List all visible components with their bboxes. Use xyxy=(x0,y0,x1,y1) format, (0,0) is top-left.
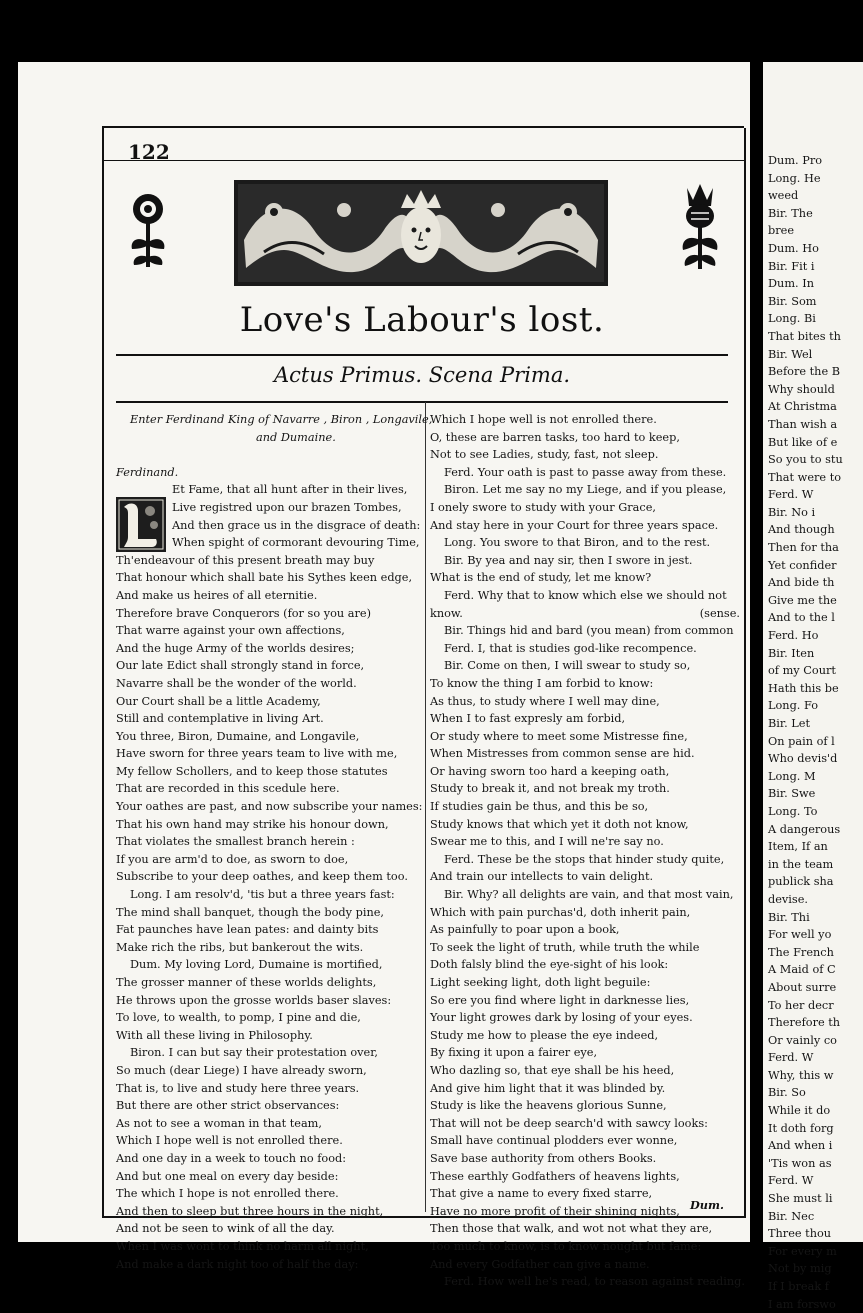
right-page-line: While it do xyxy=(768,1104,831,1118)
text-line: With all these living in Philosophy. xyxy=(116,1028,313,1042)
text-line: So ere you find where light in darknesse lies, xyxy=(430,993,690,1007)
right-page-line: Long. Fo xyxy=(768,699,819,713)
right-page-line: A dangerous xyxy=(768,822,841,836)
woodcut-headpiece-icon xyxy=(234,180,608,286)
text-line: And not be seen to wink of all the day. xyxy=(116,1222,335,1236)
text-line: Which I hope well is not enrolled there. xyxy=(430,413,657,426)
right-page-line: Give me the xyxy=(768,593,837,607)
right-page-line: publick sha xyxy=(768,875,834,889)
text-line: And train our intellects to vain delight. xyxy=(430,870,654,884)
text-line: Et Fame, that all hunt after in their lives, xyxy=(172,483,408,497)
text-line: And then grace us in the disgrace of death: xyxy=(172,518,421,532)
text-line: And every Godfather can give a name. xyxy=(430,1257,650,1271)
text-column-left xyxy=(116,411,433,1273)
right-page-line: And to the l xyxy=(768,611,835,625)
text-line: By fixing it upon a fairer eye, xyxy=(430,1046,598,1060)
text-line: If studies gain be thus, and this be so, xyxy=(430,800,649,814)
right-page-line: Who devis'd xyxy=(768,752,838,766)
text-line: and Dumaine. xyxy=(256,430,336,444)
right-page-line: Or vainly co xyxy=(768,1033,837,1047)
text-line: Navarre shall be the wonder of the world. xyxy=(116,676,357,690)
right-page-line: Three thou xyxy=(768,1227,832,1241)
text-line: As painfully to poar upon a book, xyxy=(430,923,620,937)
right-page-line: Ferd. W xyxy=(768,1174,814,1188)
text-line xyxy=(116,446,421,464)
text-line: As thus, to study where I well may dine, xyxy=(430,694,660,708)
right-page-line: Then for tha xyxy=(768,541,839,555)
text-line: That warre against your own affections, xyxy=(116,624,345,638)
right-page-line: So you to stu xyxy=(768,453,843,467)
right-page-line: Not by mig xyxy=(768,1262,832,1276)
right-page-line: Bir. Fit i xyxy=(768,259,815,273)
right-page-line: And when i xyxy=(768,1139,833,1153)
right-page-line: weed xyxy=(768,189,799,203)
text-line: My fellow Schollers, and to keep those statutes xyxy=(116,764,388,778)
text-line: Not to see Ladies, study, fast, not sleep. xyxy=(430,448,659,462)
text-line: The grosser manner of these worlds delights, xyxy=(116,976,377,989)
right-page-line: And bide th xyxy=(768,576,835,590)
header-rule xyxy=(102,160,744,161)
text-line: Ferdinand. xyxy=(116,465,179,479)
right-page-line: She must li xyxy=(768,1192,833,1206)
text-line: I onely swore to study with your Grace, xyxy=(430,500,656,514)
text-line: Which with pain purchas'd, doth inherit pain, xyxy=(430,905,691,919)
text-line: To seek the light of truth, while truth the while xyxy=(430,940,700,954)
right-page-line: in the team xyxy=(768,857,834,871)
text-line: Study is like the heavens glorious Sunne, xyxy=(430,1099,667,1113)
text-line: Have sworn for three years team to live with me, xyxy=(116,747,398,761)
text-line: And give him light that it was blinded by. xyxy=(430,1081,666,1095)
text-line: When spight of cormorant devouring Time, xyxy=(172,536,420,550)
right-page-line: At Christma xyxy=(768,400,837,414)
right-page-line: 'Tis won as xyxy=(768,1156,832,1170)
text-line: And then to sleep but three hours in the night, xyxy=(116,1204,384,1218)
right-page-line: Than wish a xyxy=(768,417,838,431)
text-line: Subscribe to your deep oathes, and keep them too. xyxy=(116,870,408,884)
text-line: When I was wont to think no harm all night, xyxy=(116,1239,369,1253)
right-page-line: Long. Bi xyxy=(768,312,816,326)
text-line: To love, to wealth, to pomp, I pine and die, xyxy=(116,1011,361,1025)
text-line: Enter Ferdinand King of Navarre , Biron , Longavile, xyxy=(130,413,433,426)
right-page-line: If I break f xyxy=(768,1280,829,1293)
column-divider xyxy=(425,402,426,1212)
right-page-line: Bir. So xyxy=(768,1086,806,1100)
right-page-line: About surre xyxy=(768,980,837,994)
right-page-line: Why, this w xyxy=(768,1068,834,1082)
text-line: He throws upon the grosse worlds baser slaves: xyxy=(116,993,392,1007)
right-page-line: Hath this be xyxy=(768,681,839,695)
text-line xyxy=(430,605,740,623)
right-page-line: That were to xyxy=(768,470,842,484)
text-line: To know the thing I am forbid to know: xyxy=(430,676,654,690)
right-page-line: But like of e xyxy=(768,435,838,449)
right-page-line: Ferd. Ho xyxy=(768,629,819,643)
text-line: And make us heires of all eternitie. xyxy=(116,588,318,602)
right-page-line: And though xyxy=(768,523,835,537)
text-line: That is, to live and study here three years. xyxy=(116,1081,360,1095)
text-line: That honour which shall bate his Sythes keen edge, xyxy=(116,571,413,585)
right-page-line: That bites th xyxy=(768,329,841,343)
text-line: And one day in a week to touch no food: xyxy=(116,1151,347,1165)
text-line: Your oathes are past, and now subscribe your names: xyxy=(116,800,423,814)
right-page-line: Dum. Ho xyxy=(768,241,819,255)
text-line: Bir. Why? all delights are vain, and that most vain, xyxy=(444,888,734,902)
right-page-line: Long. M xyxy=(768,769,816,783)
text-line: Bir. Things hid and bard (you mean) from common xyxy=(444,624,734,638)
text-line: When I to fast expresly am forbid, xyxy=(430,712,626,726)
right-page-line: Bir. Swe xyxy=(768,787,816,801)
text-line: And but one meal on every day beside: xyxy=(116,1169,339,1183)
text-line: Ferd. How well he's read, to reason against reading. xyxy=(444,1275,745,1289)
right-page-line: For every m xyxy=(768,1244,837,1258)
text-column-right xyxy=(430,411,745,1291)
text-line: Light seeking light, doth light beguile: xyxy=(430,976,651,989)
text-line: Fat paunches have lean pates: and dainty bits xyxy=(116,923,379,937)
text-line: These earthly Godfathers of heavens lights, xyxy=(430,1169,680,1183)
text-line: Who dazling so, that eye shall be his heed, xyxy=(430,1063,675,1077)
right-page-text xyxy=(763,152,843,1313)
text-line: Long. You swore to that Biron, and to the rest. xyxy=(444,536,711,550)
text-line: Our late Edict shall strongly stand in force, xyxy=(116,659,365,673)
page-number: 122 xyxy=(128,140,170,164)
text-line: If you are arm'd to doe, as sworn to doe, xyxy=(116,852,349,866)
right-page-line: Yet confider xyxy=(768,558,837,572)
text-line: Biron. Let me say no my Liege, and if you please, xyxy=(444,483,727,497)
text-line: Ferd. I, that is studies god-like recompence. xyxy=(444,641,697,655)
right-page-line: I am forswo xyxy=(768,1297,836,1311)
play-title: Love's Labour's lost. xyxy=(239,300,605,340)
text-line: That violates the smallest branch herein : xyxy=(116,835,355,849)
right-page-line: Dum. In xyxy=(768,277,814,291)
text-line: That his own hand may strike his honour down, xyxy=(116,817,389,831)
text-line: Live registred upon our brazen Tombes, xyxy=(172,500,402,514)
text-line: You three, Biron, Dumaine, and Longavile, xyxy=(116,729,360,743)
right-page-line: Item, If an xyxy=(768,840,828,854)
text-line: That give a name to every fixed starre, xyxy=(430,1187,653,1201)
text-line: What is the end of study, let me know? xyxy=(430,571,652,585)
right-page-line: A Maid of C xyxy=(768,963,836,977)
right-page-line: Bir. Let xyxy=(768,717,810,730)
text-line: The which I hope is not enrolled there. xyxy=(116,1187,339,1201)
right-page-line: devise. xyxy=(768,892,808,906)
text-line: Still and contemplative in living Art. xyxy=(116,712,324,726)
right-page-line: Bir. Som xyxy=(768,294,817,308)
right-page-line: bree xyxy=(768,224,795,238)
right-page-line: Bir. Thi xyxy=(768,910,810,924)
text-line: Doth falsly blind the eye-sight of his look: xyxy=(430,958,669,972)
text-line: Study to break it, and not break my troth. xyxy=(430,782,670,796)
right-page-line: The French xyxy=(768,945,834,959)
right-page-line: Bir. Iten xyxy=(768,646,815,660)
text-line: Dum. My loving Lord, Dumaine is mortified, xyxy=(130,958,383,972)
text-line: When Mistresses from common sense are hid. xyxy=(430,747,695,761)
text-line: That will not be deep search'd with sawcy looks: xyxy=(430,1116,708,1130)
text-line: Th'endeavour of this present breath may buy xyxy=(116,553,375,567)
top-rule xyxy=(102,126,744,128)
right-page-line: On pain of l xyxy=(768,734,835,748)
book-page-right-partial xyxy=(763,62,863,1311)
text-line: Bir. Come on then, I will swear to study so, xyxy=(444,659,691,673)
right-page-line: Why should xyxy=(768,382,835,396)
text-line: Ferd. Why that to know which else we should not xyxy=(444,588,727,602)
text-line: Then those that walk, and wot not what they are, xyxy=(430,1222,713,1236)
right-page-line: Dum. Pro xyxy=(768,154,823,167)
text-line: Bir. By yea and nay sir, then I swore in jest. xyxy=(444,553,693,567)
text-line: Long. I am resolv'd, 'tis but a three years fast: xyxy=(130,888,395,902)
text-line: O, these are barren tasks, too hard to keep, xyxy=(430,430,680,444)
right-page-line: Ferd. W xyxy=(768,488,814,502)
text-line: So much (dear Liege) I have already sworn, xyxy=(116,1063,367,1077)
right-page-line: Bir. No i xyxy=(768,505,816,519)
right-page-line: Ferd. W xyxy=(768,1051,814,1065)
text-line: Make rich the ribs, but bankerout the wits. xyxy=(116,940,364,954)
right-page-line: Therefore th xyxy=(768,1016,841,1030)
text-line: Or study where to meet some Mistresse fine, xyxy=(430,729,688,743)
text-line: Study knows that which yet it doth not know, xyxy=(430,817,689,831)
text-line: That are recorded in this scedule here. xyxy=(116,782,340,796)
right-page-line: For well yo xyxy=(768,928,832,942)
text-line-left: know. xyxy=(430,606,463,620)
text-line: As not to see a woman in that team, xyxy=(116,1116,322,1130)
text-line: Study me how to please the eye indeed, xyxy=(430,1028,659,1042)
text-line: Your light growes dark by losing of your eyes. xyxy=(430,1011,693,1025)
text-line: The mind shall banquet, though the body pine, xyxy=(116,905,385,919)
text-line: And the huge Army of the worlds desires; xyxy=(116,641,355,655)
right-page-line: Bir. Nec xyxy=(768,1209,815,1223)
text-line: And make a dark night too of half the day: xyxy=(116,1257,359,1271)
right-page-line: Long. To xyxy=(768,804,818,818)
text-line: Swear me to this, and I will ne're say no. xyxy=(430,835,664,849)
text-line: And stay here in your Court for three years space. xyxy=(430,518,719,532)
text-line: Ferd. These be the stops that hinder study quite, xyxy=(444,852,725,866)
thistle-ornament-icon xyxy=(679,180,721,275)
text-line: Or having sworn too hard a keeping oath, xyxy=(430,764,670,778)
right-page-line: It doth forg xyxy=(768,1121,834,1135)
right-page-line: Before the B xyxy=(768,365,841,379)
text-line: Small have continual plodders ever wonne, xyxy=(430,1134,678,1148)
right-page-line: To her decr xyxy=(768,998,834,1012)
text-line: But there are other strict observances: xyxy=(116,1099,340,1113)
right-page-line: of my Court xyxy=(768,664,836,678)
text-line: Too much to know, is to know nought but fame: xyxy=(430,1239,702,1253)
catchword: Dum. xyxy=(690,1198,724,1212)
text-line: Save base authority from others Books. xyxy=(430,1151,657,1165)
text-line: Have no more profit of their shining nights, xyxy=(430,1204,680,1218)
rose-ornament-icon xyxy=(128,187,168,277)
act-scene-heading: Actus Primus. Scena Prima. xyxy=(273,363,571,387)
text-line: Which I hope well is not enrolled there. xyxy=(116,1134,343,1148)
text-line-right: (sense. xyxy=(699,606,740,620)
text-line: Our Court shall be a little Academy, xyxy=(116,694,321,708)
title-rule xyxy=(116,354,728,356)
right-page-line: Bir. Wel xyxy=(768,347,813,361)
text-line: Therefore brave Conquerors (for so you are) xyxy=(116,606,372,620)
text-line: Ferd. Your oath is past to passe away from these. xyxy=(444,465,727,479)
right-page-line: Long. He xyxy=(768,171,821,185)
act-rule xyxy=(116,401,728,403)
right-page-line: Bir. The xyxy=(768,206,813,220)
text-line: Biron. I can but say their protestation over, xyxy=(130,1046,378,1060)
